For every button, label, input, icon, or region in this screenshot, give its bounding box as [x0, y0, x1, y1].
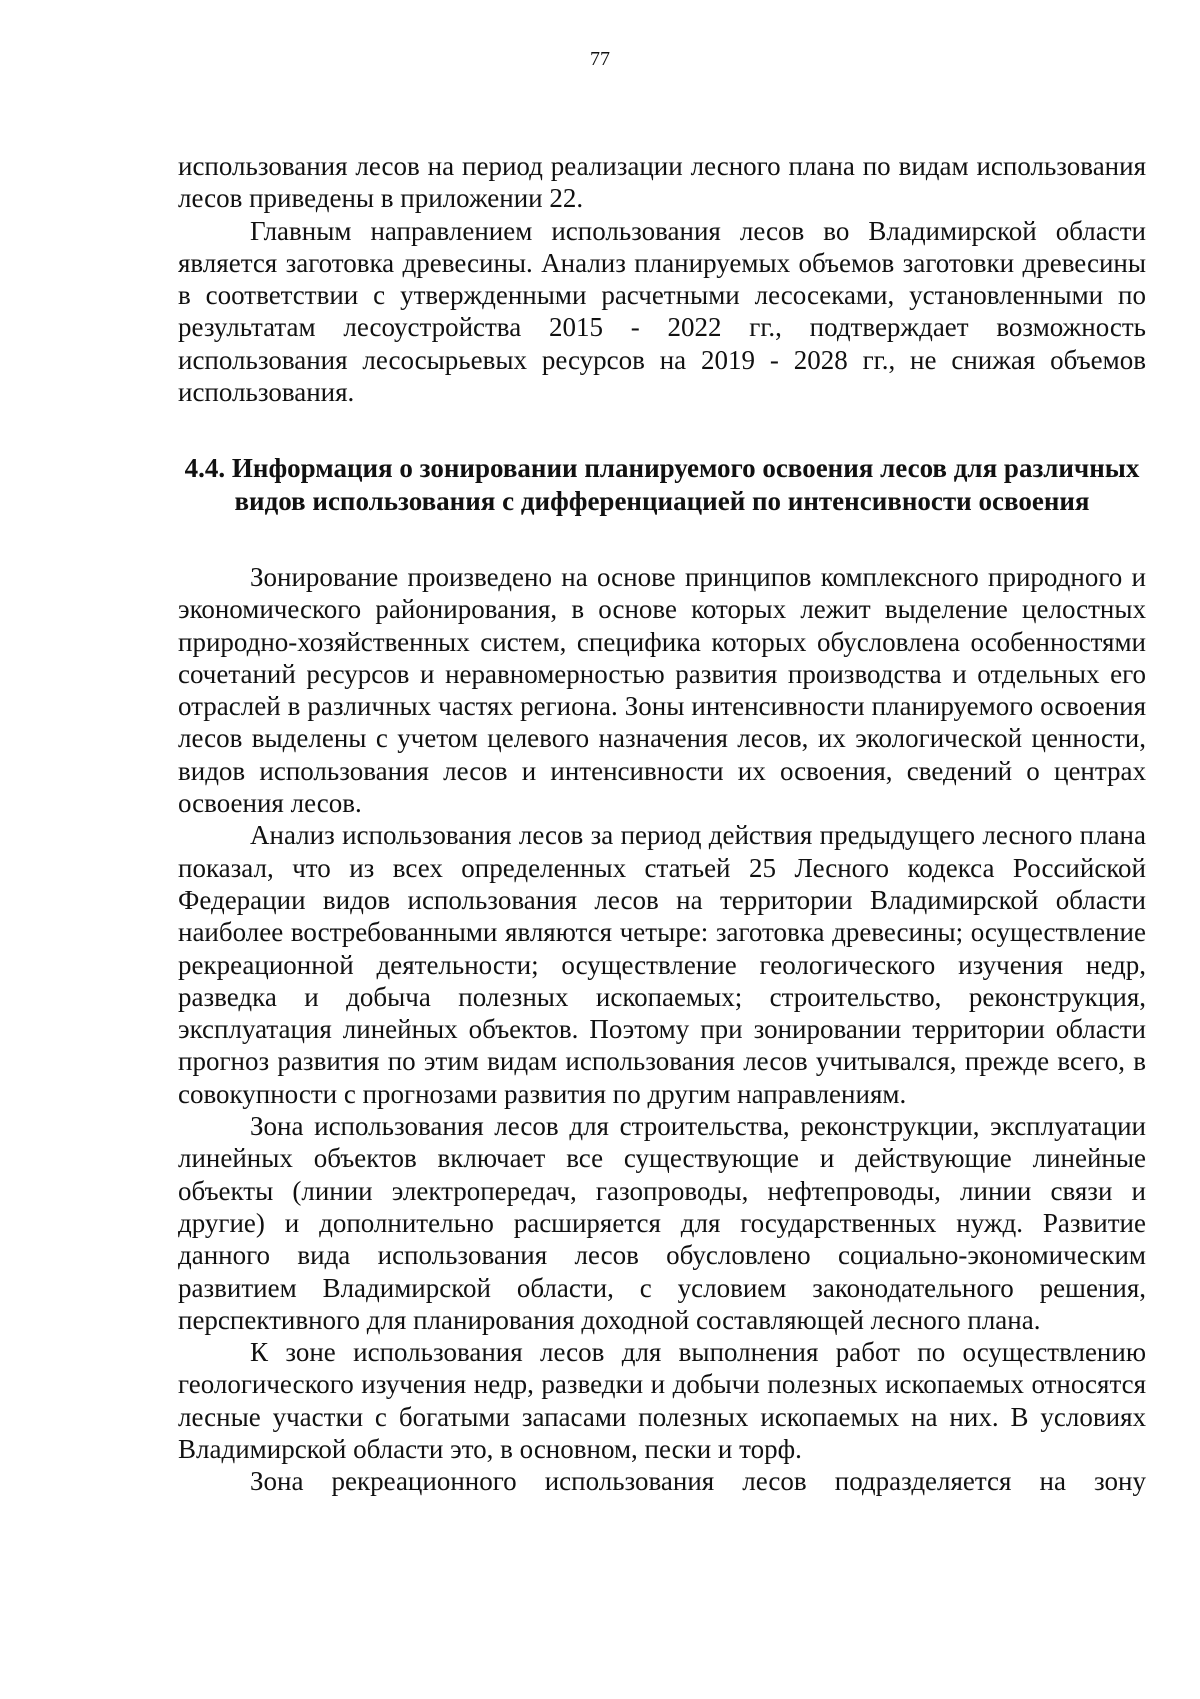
document-body — [178, 150, 1146, 1498]
paragraph-continuation: использования лесов на период реализации лесного плана по видам использования лесов приведены в приложении 22. — [178, 151, 1146, 214]
paragraph-linear-objects-zone: Зона использования лесов для строительства, реконструкции, эксплуатации линейных объектов включает все существующие и действующие линейные объекты (линии электропередач, газопроводы, нефтепроводы, линии связи и другие) и дополнительно расширяется для государственных нужд. Развитие данного вида использования лесов обусловлено социально-экономическим развитием Владимирской области, с условием законодательного решения, перспективного для планирования доходной составляющей лесного плана. — [178, 1111, 1146, 1335]
paragraph-geology-zone: К зоне использования лесов для выполнения работ по осуществлению геологического изучения недр, разведки и добычи полезных ископаемых относятся лесные участки с богатыми запасами полезных ископаемых на них. В условиях Владимирской области это, в основном, пески и торф. — [178, 1337, 1146, 1464]
spacer — [178, 408, 1146, 452]
spacer — [178, 517, 1146, 561]
section-heading: 4.4. Информация о зонировании планируемого освоения лесов для различных видов использования с дифференциацией по интенсивности освоения — [184, 453, 1140, 516]
paragraph-analysis: Анализ использования лесов за период действия предыдущего лесного плана показал, что из всех определенных статьей 25 Лесного кодекса Российской Федерации видов использования лесов на территории Владимирской области наиболее востребованными являются четыре: заготовка древесины; осуществление рекреационной деятельности; осуществление геологического изучения недр, разведка и добыча полезных ископаемых; строительство, реконструкция, эксплуатация линейных объектов. Поэтому при зонировании территории области прогноз развития по этим видам использования лесов учитывался, прежде всего, в совокупности с прогнозами развития по другим направлениям. — [178, 820, 1146, 1109]
paragraph-main-direction: Главным направлением использования лесов во Владимирской области является заготовка древесины. Анализ планируемых объемов заготовки древесины в соответствии с утвержденными расчетными лесосеками, установленными по результатам лесоустройства 2015 - 2022 гг., подтверждает возможность использования лесосырьевых ресурсов на 2019 - 2028 гг., не снижая объемов использования. — [178, 215, 1146, 408]
paragraph-recreation-zone: Зона рекреационного использования лесов подразделяется на зону — [250, 1466, 1146, 1497]
paragraph-zoning: Зонирование произведено на основе принципов комплексного природного и экономического районирования, в основе которых лежит выделение целостных природно-хозяйственных систем, специфика которых обусловлена особенностями сочетаний ресурсов и неравномерностью развития производства и отдельных его отраслей в различных частях региона. Зоны интенсивности планируемого освоения лесов выделены с учетом целевого назначения лесов, их экологической ценности, видов использования лесов и интенсивности их освоения, сведений о центрах освоения лесов. — [178, 561, 1146, 819]
page-number: 77 — [590, 48, 610, 70]
